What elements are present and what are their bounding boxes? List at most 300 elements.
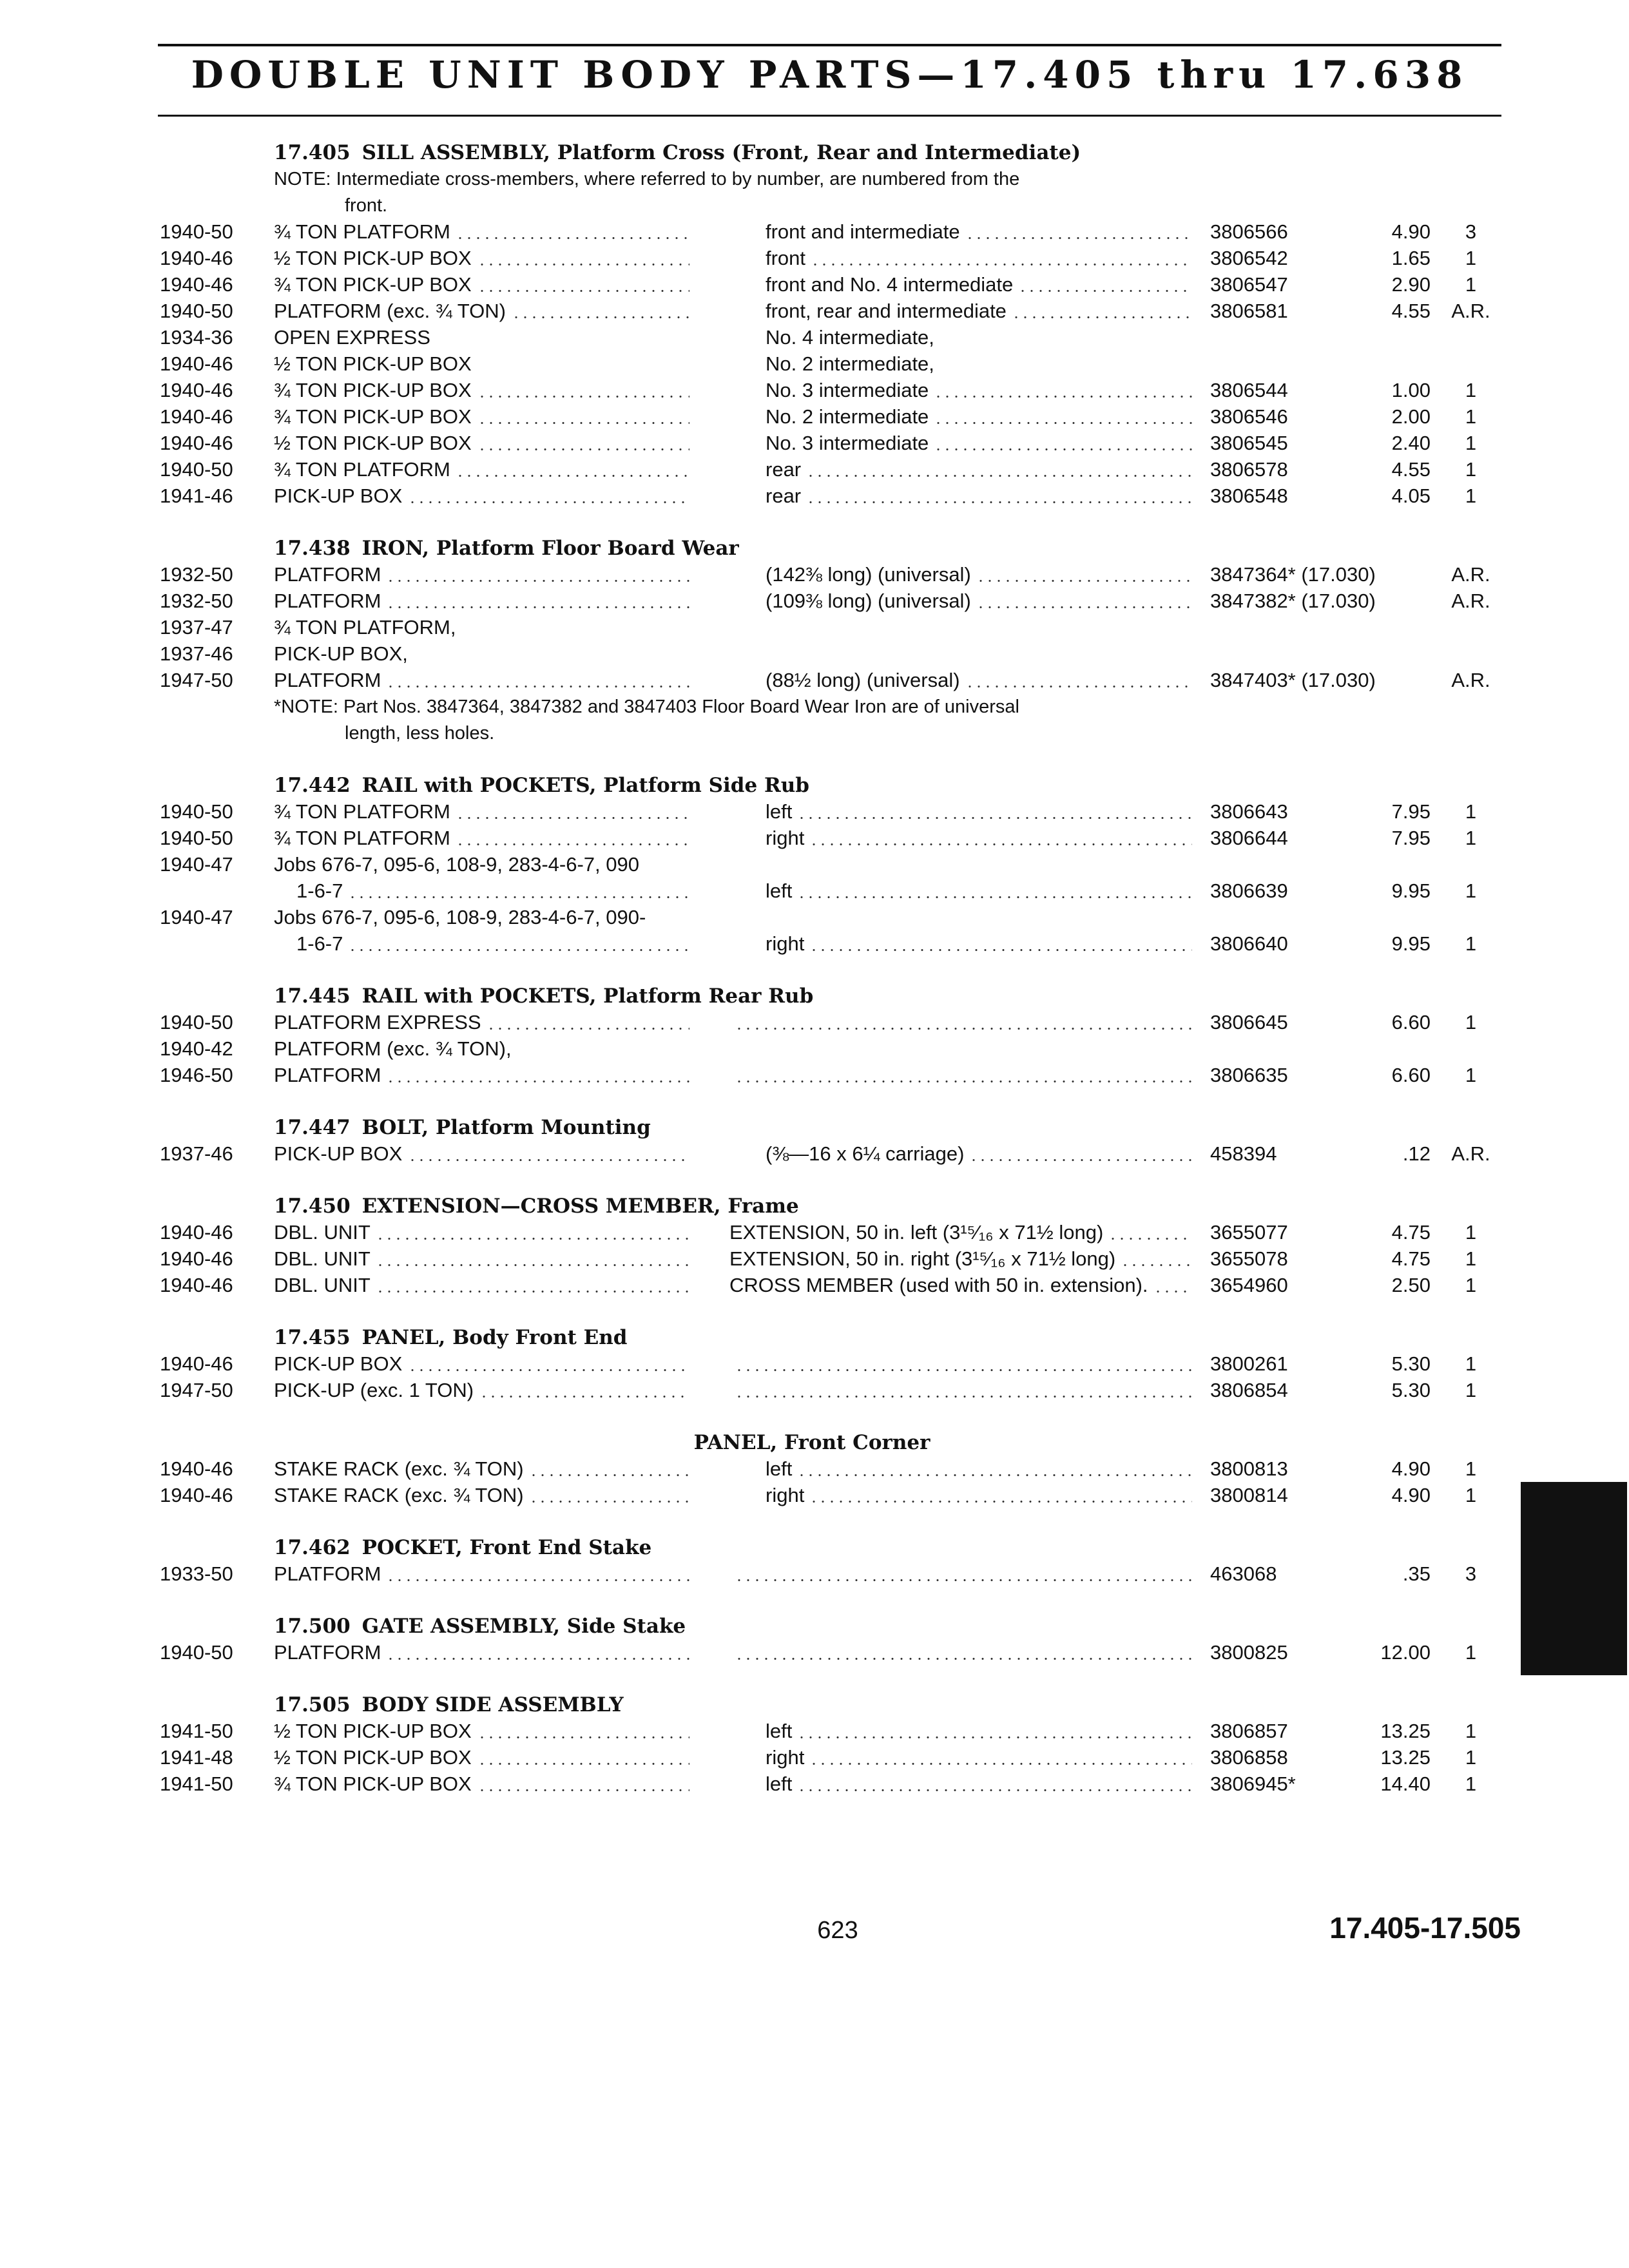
model-years: 1940-47 [160,853,233,876]
list-price: 5.30 [1391,1379,1431,1401]
part-number: 3806545 [1210,432,1288,454]
part-row [0,271,1629,299]
part-description: ¾ TON PLATFORM [274,220,450,243]
section-name: POCKET, Front End Stake [361,1536,652,1559]
part-row [0,350,1629,378]
dot-leader [969,1159,1192,1161]
section-title [274,982,813,1010]
model-years: 1940-46 [160,1247,233,1270]
section-name: GATE ASSEMBLY, Side Stake [361,1615,686,1638]
part-number: 3806566 [1210,220,1288,243]
section-name: BODY SIDE ASSEMBLY [361,1693,624,1716]
quantity-used: 1 [1465,800,1477,823]
part-row [0,666,1629,695]
dot-leader [934,448,1192,450]
part-row [0,640,1629,668]
dot-leader [376,1291,689,1293]
part-row [0,1350,1629,1378]
part-number: 458394 [1210,1142,1277,1165]
dot-leader [806,475,1192,477]
section-name: PANEL, Body Front End [361,1326,628,1349]
part-remark: left [766,879,793,902]
part-number: 3806542 [1210,247,1288,269]
dot-leader [529,1501,689,1503]
part-number: 3806544 [1210,379,1288,401]
page-range: 17.405-17.505 [1329,1911,1521,1945]
dot-leader [809,843,1192,845]
list-price: 9.95 [1391,932,1431,955]
dot-leader [809,949,1192,951]
dot-leader [456,237,689,239]
list-price: 1.00 [1391,379,1431,401]
part-remark: right [766,1484,805,1506]
part-row [0,850,1629,879]
part-row [0,903,1629,932]
note-line [0,693,1629,721]
part-number: 3847364* (17.030) [1210,563,1376,586]
model-years: 1940-47 [160,906,233,928]
list-price: 4.90 [1391,1484,1431,1506]
section-title [274,1691,624,1719]
model-years: 1934-36 [160,326,233,349]
part-row [0,877,1629,905]
part-number: 3655077 [1210,1221,1288,1244]
dot-leader [348,949,689,951]
quantity-used: A.R. [1451,300,1490,322]
section-number: 17.442 [274,774,351,797]
part-remark: (⅜—16 x 6¼ carriage) [766,1142,965,1165]
part-description: ½ TON PICK-UP BOX [274,432,472,454]
quantity-used: 1 [1465,1221,1477,1244]
section-title [274,1113,651,1142]
model-years: 1940-42 [160,1037,233,1060]
model-years: 1940-46 [160,1274,233,1296]
dot-leader [477,264,689,265]
part-remark: No. 2 intermediate [766,405,929,428]
model-years: 1940-50 [160,1011,233,1033]
part-description: 1-6-7 [296,879,343,902]
section-name: SILL ASSEMBLY, Platform Cross (Front, Rear and Intermediate) [361,141,1081,164]
section-heading [0,1612,1629,1640]
part-remark: No. 3 intermediate [766,379,929,401]
model-years: 1941-50 [160,1720,233,1742]
dot-leader [735,1028,1192,1030]
quantity-used: A.R. [1451,563,1490,586]
part-number: 3806945* [1210,1773,1296,1795]
part-row [0,1376,1629,1405]
list-price: 13.25 [1380,1720,1431,1742]
quantity-used: 1 [1465,1641,1477,1664]
quantity-used: 3 [1465,220,1477,243]
quantity-used: A.R. [1451,669,1490,691]
list-price: 4.05 [1391,485,1431,507]
part-row [0,1770,1629,1798]
dot-leader [1012,316,1192,318]
model-years: 1946-50 [160,1064,233,1086]
dot-leader [477,1789,689,1791]
dot-leader [1018,290,1192,292]
part-number: 3654960 [1210,1274,1288,1296]
dot-leader [934,396,1192,398]
dot-leader [1153,1291,1192,1293]
quantity-used: 1 [1465,1274,1477,1296]
dot-leader [479,1396,689,1398]
list-price: 9.95 [1391,879,1431,902]
part-remark: front and intermediate [766,220,960,243]
part-remark: left [766,1720,793,1742]
quantity-used: 1 [1465,432,1477,454]
part-description: PLATFORM [274,1562,381,1585]
section-title [274,1323,627,1352]
list-price: 2.90 [1391,273,1431,296]
dot-leader [809,1501,1192,1503]
model-years: 1941-48 [160,1746,233,1769]
quantity-used: 1 [1465,1011,1477,1033]
part-number: 3806578 [1210,458,1288,481]
quantity-used: 1 [1465,405,1477,428]
section-number: 17.445 [274,985,351,1008]
dot-leader [797,896,1192,898]
quantity-used: 1 [1465,1457,1477,1480]
section-heading [0,771,1629,800]
dot-leader [477,1763,689,1765]
quantity-used: A.R. [1451,1142,1490,1165]
part-number: 3806643 [1210,800,1288,823]
quantity-used: 1 [1465,273,1477,296]
dot-leader [809,1763,1192,1765]
part-description: ½ TON PICK-UP BOX [274,1720,472,1742]
quantity-used: A.R. [1451,590,1490,612]
part-description: OPEN EXPRESS [274,326,430,349]
list-price: 12.00 [1380,1641,1431,1664]
dot-leader [529,1474,689,1476]
section-heading [0,982,1629,1010]
list-price: 4.90 [1391,220,1431,243]
dot-leader [976,606,1192,608]
part-remark: right [766,1746,805,1769]
part-row [0,930,1629,958]
part-number: 3806645 [1210,1011,1288,1033]
dot-leader [386,606,689,608]
dot-leader [976,580,1192,582]
part-row [0,429,1629,457]
part-row [0,456,1629,484]
part-number: 3806640 [1210,932,1288,955]
page-number: 623 [817,1917,858,1944]
dot-leader [934,422,1192,424]
part-remark: front, rear and intermediate [766,300,1007,322]
part-remark: right [766,932,805,955]
note-line [0,191,1629,220]
list-price: 2.50 [1391,1274,1431,1296]
model-years: 1947-50 [160,669,233,691]
part-row [0,798,1629,826]
part-remark: front [766,247,806,269]
section-heading [0,534,1629,562]
model-years: 1933-50 [160,1562,233,1585]
part-description: ¾ TON PLATFORM [274,827,450,849]
part-row [0,1639,1629,1667]
dot-leader [408,501,689,503]
dot-leader [1121,1264,1192,1266]
part-description: ½ TON PICK-UP BOX [274,247,472,269]
section-number: 17.447 [274,1116,351,1139]
quantity-used: 1 [1465,485,1477,507]
model-years: 1937-46 [160,1142,233,1165]
part-number: 3800261 [1210,1352,1288,1375]
section-heading [0,139,1629,167]
part-row [0,376,1629,405]
part-number: 3806854 [1210,1379,1288,1401]
list-price: 7.95 [1391,827,1431,849]
part-remark: No. 2 intermediate, [766,352,934,375]
section-number: 17.450 [274,1195,351,1218]
part-description: DBL. UNIT [274,1274,371,1296]
note-line [0,165,1629,193]
model-years: 1940-50 [160,220,233,243]
section-title [274,534,739,562]
part-remark: (109⅜ long) (universal) [766,590,971,612]
section-number: 17.405 [274,141,351,164]
list-price: 7.95 [1391,800,1431,823]
list-price: 2.00 [1391,405,1431,428]
model-years: 1940-46 [160,1457,233,1480]
list-price: 14.40 [1380,1773,1431,1795]
dot-leader [735,1369,1192,1371]
section-name: IRON, Platform Floor Board Wear [361,537,739,560]
model-years: 1940-46 [160,1352,233,1375]
part-description: Jobs 676-7, 095-6, 108-9, 283-4-6-7, 090 [274,853,639,876]
model-years: 1932-50 [160,590,233,612]
list-price: 1.65 [1391,247,1431,269]
section-heading [0,1113,1629,1142]
part-description: ¾ TON PLATFORM [274,800,450,823]
thumb-index-tab [1521,1482,1627,1675]
model-years: 1940-50 [160,458,233,481]
model-years: 1940-46 [160,1221,233,1244]
part-number: 3655078 [1210,1247,1288,1270]
part-description: ¾ TON PICK-UP BOX [274,379,472,401]
section-name: RAIL with POCKETS, Platform Side Rub [361,774,809,797]
part-row [0,1481,1629,1510]
part-row [0,1455,1629,1483]
part-row [0,1271,1629,1300]
list-price: 6.60 [1391,1011,1431,1033]
section-heading [0,1192,1629,1220]
quantity-used: 1 [1465,1379,1477,1401]
part-description: ¾ TON PICK-UP BOX [274,1773,472,1795]
model-years: 1940-50 [160,800,233,823]
dot-leader [477,396,689,398]
list-price: 2.40 [1391,432,1431,454]
part-description: PLATFORM [274,1064,381,1086]
quantity-used: 1 [1465,827,1477,849]
dot-leader [965,686,1192,687]
dot-leader [386,1081,689,1082]
part-description: ½ TON PICK-UP BOX [274,1746,472,1769]
part-description: PICK-UP BOX, [274,642,408,665]
part-number: 3806857 [1210,1720,1288,1742]
model-years: 1940-46 [160,405,233,428]
model-years: 1940-46 [160,432,233,454]
list-price: .35 [1402,1562,1431,1585]
dot-leader [487,1028,689,1030]
quantity-used: 1 [1465,1773,1477,1795]
part-row [0,1717,1629,1745]
part-number: 3806644 [1210,827,1288,849]
part-row [0,482,1629,510]
part-description: PLATFORM [274,563,381,586]
part-row [0,297,1629,325]
part-description: 1-6-7 [296,932,343,955]
model-years: 1947-50 [160,1379,233,1401]
part-description: STAKE RACK (exc. ¾ TON) [274,1457,524,1480]
dot-leader [735,1579,1192,1581]
part-description: PICK-UP BOX [274,1142,403,1165]
dot-leader [965,237,1192,239]
part-description: PICK-UP BOX [274,485,403,507]
part-description: ½ TON PICK-UP BOX [274,352,472,375]
section-name: EXTENSION—CROSS MEMBER, Frame [361,1195,799,1218]
dot-leader [376,1238,689,1240]
dot-leader [797,817,1192,819]
part-remark: No. 3 intermediate [766,432,929,454]
quantity-used: 1 [1465,1247,1477,1270]
dot-leader [386,686,689,687]
part-description: PLATFORM [274,590,381,612]
model-years: 1940-46 [160,247,233,269]
quantity-used: 1 [1465,879,1477,902]
quantity-used: 1 [1465,247,1477,269]
model-years: 1940-46 [160,1484,233,1506]
section-title [274,1612,686,1640]
part-description: PLATFORM [274,669,381,691]
dot-leader [456,817,689,819]
part-row [0,1008,1629,1037]
part-row [0,218,1629,246]
part-remark: CROSS MEMBER (used with 50 in. extension). [729,1274,1148,1296]
part-number: 3806858 [1210,1746,1288,1769]
quantity-used: 1 [1465,1352,1477,1375]
section-heading [0,1323,1629,1352]
part-remark: left [766,1773,793,1795]
part-number: 463068 [1210,1562,1277,1585]
dot-leader [806,501,1192,503]
dot-leader [386,1579,689,1581]
part-remark: (142⅜ long) (universal) [766,563,971,586]
part-number: 3806547 [1210,273,1288,296]
part-description: PICK-UP (exc. 1 TON) [274,1379,474,1401]
part-remark: EXTENSION, 50 in. right (3¹⁵⁄₁₆ x 71½ long) [729,1247,1116,1270]
part-row [0,1744,1629,1772]
quantity-used: 1 [1465,932,1477,955]
note-text: NOTE: Intermediate cross-members, where referred to by number, are numbered from the [274,169,1020,189]
dot-leader [477,448,689,450]
part-description: ¾ TON PLATFORM [274,458,450,481]
part-description: ¾ TON PICK-UP BOX [274,405,472,428]
part-remark: EXTENSION, 50 in. left (3¹⁵⁄₁₆ x 71½ long) [729,1221,1104,1244]
section-name: RAIL with POCKETS, Platform Rear Rub [361,985,814,1008]
part-description: ¾ TON PLATFORM, [274,616,456,639]
part-number: 3806581 [1210,300,1288,322]
part-remark: rear [766,458,802,481]
model-years: 1940-46 [160,379,233,401]
section-number: 17.505 [274,1693,351,1716]
note-text: *NOTE: Part Nos. 3847364, 3847382 and 3847403 Floor Board Wear Iron are of universal [274,697,1019,717]
dot-leader [386,1658,689,1660]
part-row [0,1218,1629,1247]
section-title [274,1533,651,1562]
part-number: 3806548 [1210,485,1288,507]
dot-leader [797,1474,1192,1476]
dot-leader [376,1264,689,1266]
dot-leader [456,843,689,845]
section-name: BOLT, Platform Mounting [361,1116,651,1139]
model-years: 1937-46 [160,642,233,665]
quantity-used: 1 [1465,1746,1477,1769]
part-remark: right [766,827,805,849]
part-number: 3806546 [1210,405,1288,428]
dot-leader [386,580,689,582]
note-text: length, less holes. [345,723,495,744]
dot-leader [797,1736,1192,1738]
model-years: 1941-50 [160,1773,233,1795]
section-number: 17.462 [274,1536,351,1559]
list-price: .12 [1402,1142,1431,1165]
model-years: 1940-50 [160,827,233,849]
part-remark: No. 4 intermediate, [766,326,934,349]
dot-leader [408,1369,689,1371]
dot-leader [797,1789,1192,1791]
list-price: 4.55 [1391,458,1431,481]
part-remark: front and No. 4 intermediate [766,273,1014,296]
dot-leader [811,264,1192,265]
part-description: PICK-UP BOX [274,1352,403,1375]
list-price: 4.75 [1391,1247,1431,1270]
model-years: 1940-50 [160,300,233,322]
part-description: ¾ TON PICK-UP BOX [274,273,472,296]
model-years: 1940-50 [160,1641,233,1664]
section-title [274,771,809,800]
model-years: 1940-46 [160,352,233,375]
dot-leader [512,316,689,318]
quantity-used: 1 [1465,458,1477,481]
part-row [0,1560,1629,1588]
dot-leader [348,896,689,898]
model-years: 1940-46 [160,273,233,296]
model-years: 1941-46 [160,485,233,507]
part-number: 3800814 [1210,1484,1288,1506]
part-row [0,244,1629,273]
list-price: 6.60 [1391,1064,1431,1086]
list-price: 4.90 [1391,1457,1431,1480]
model-years: 1932-50 [160,563,233,586]
page-title: DOUBLE UNIT BODY PARTS—17.405 thru 17.638 [191,53,1469,97]
part-row [0,824,1629,852]
part-number: 3806635 [1210,1064,1288,1086]
part-row [0,323,1629,352]
part-description: Jobs 676-7, 095-6, 108-9, 283-4-6-7, 090- [274,906,646,928]
dot-leader [735,1658,1192,1660]
part-row [0,1140,1629,1168]
list-price: 5.30 [1391,1352,1431,1375]
dot-leader [735,1081,1192,1082]
section-heading [0,1691,1629,1719]
part-description: PLATFORM (exc. ¾ TON) [274,300,506,322]
part-number: 3806639 [1210,879,1288,902]
part-remark: left [766,800,793,823]
part-row [0,1035,1629,1063]
